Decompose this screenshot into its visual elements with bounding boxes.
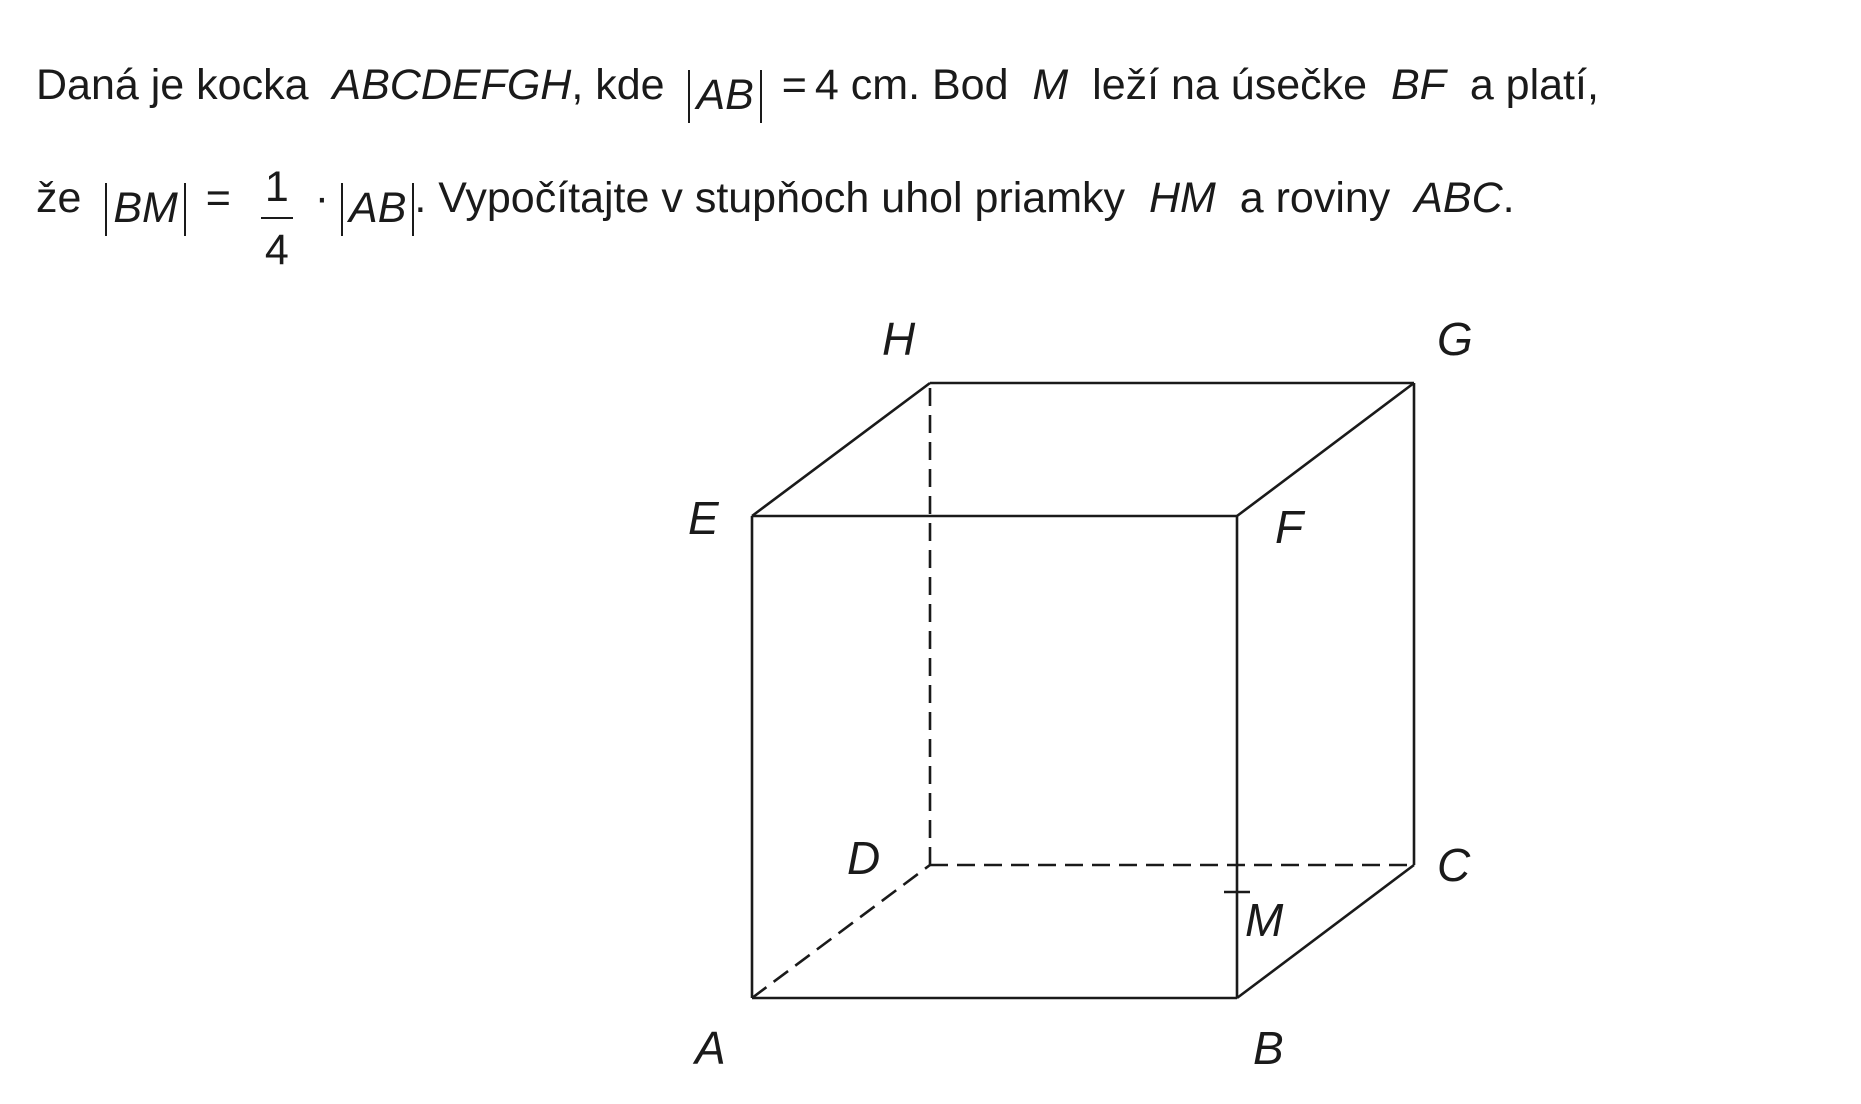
text-and-holds: a platí,	[1469, 61, 1599, 109]
label-h: H	[882, 313, 916, 365]
label-f: F	[1275, 501, 1304, 553]
label-d: D	[847, 832, 881, 884]
text-length-point: 4 cm. Bod	[814, 61, 1009, 109]
equals-sign: =	[781, 61, 807, 109]
label-a: A	[695, 1022, 726, 1074]
text-compute-angle: . Vypočítajte v stupňoch uhol priamky	[414, 174, 1126, 222]
label-g: G	[1437, 313, 1473, 365]
fraction-numerator: 1	[261, 166, 293, 219]
text-given-cube: Daná je kocka	[36, 61, 309, 109]
cube-name: ABCDEFGH	[332, 61, 572, 109]
line-hm: HM	[1148, 174, 1216, 222]
fraction-denominator: 4	[264, 226, 289, 274]
segment-bf: BF	[1390, 61, 1446, 109]
segment-ab-2: AB	[349, 184, 407, 232]
point-m: M	[1032, 61, 1069, 109]
edge-ad-hidden	[752, 865, 930, 998]
edge-eh	[752, 383, 930, 516]
text-where: , kde	[571, 61, 665, 109]
label-c: C	[1437, 839, 1471, 891]
edge-fg	[1237, 383, 1414, 516]
text-lies-on: leží na úsečke	[1092, 61, 1368, 109]
equals-sign-2: =	[205, 174, 231, 222]
label-e: E	[688, 492, 719, 544]
plane-abc: ABC	[1414, 174, 1503, 222]
multiply-dot: ·	[314, 174, 330, 222]
text-period: .	[1502, 174, 1515, 222]
text-that: že	[36, 174, 82, 222]
text-and-plane: a roviny	[1239, 174, 1391, 222]
segment-bm: BM	[113, 184, 178, 232]
label-m: M	[1245, 894, 1284, 946]
segment-ab: AB	[696, 71, 754, 119]
label-b: B	[1253, 1022, 1284, 1074]
